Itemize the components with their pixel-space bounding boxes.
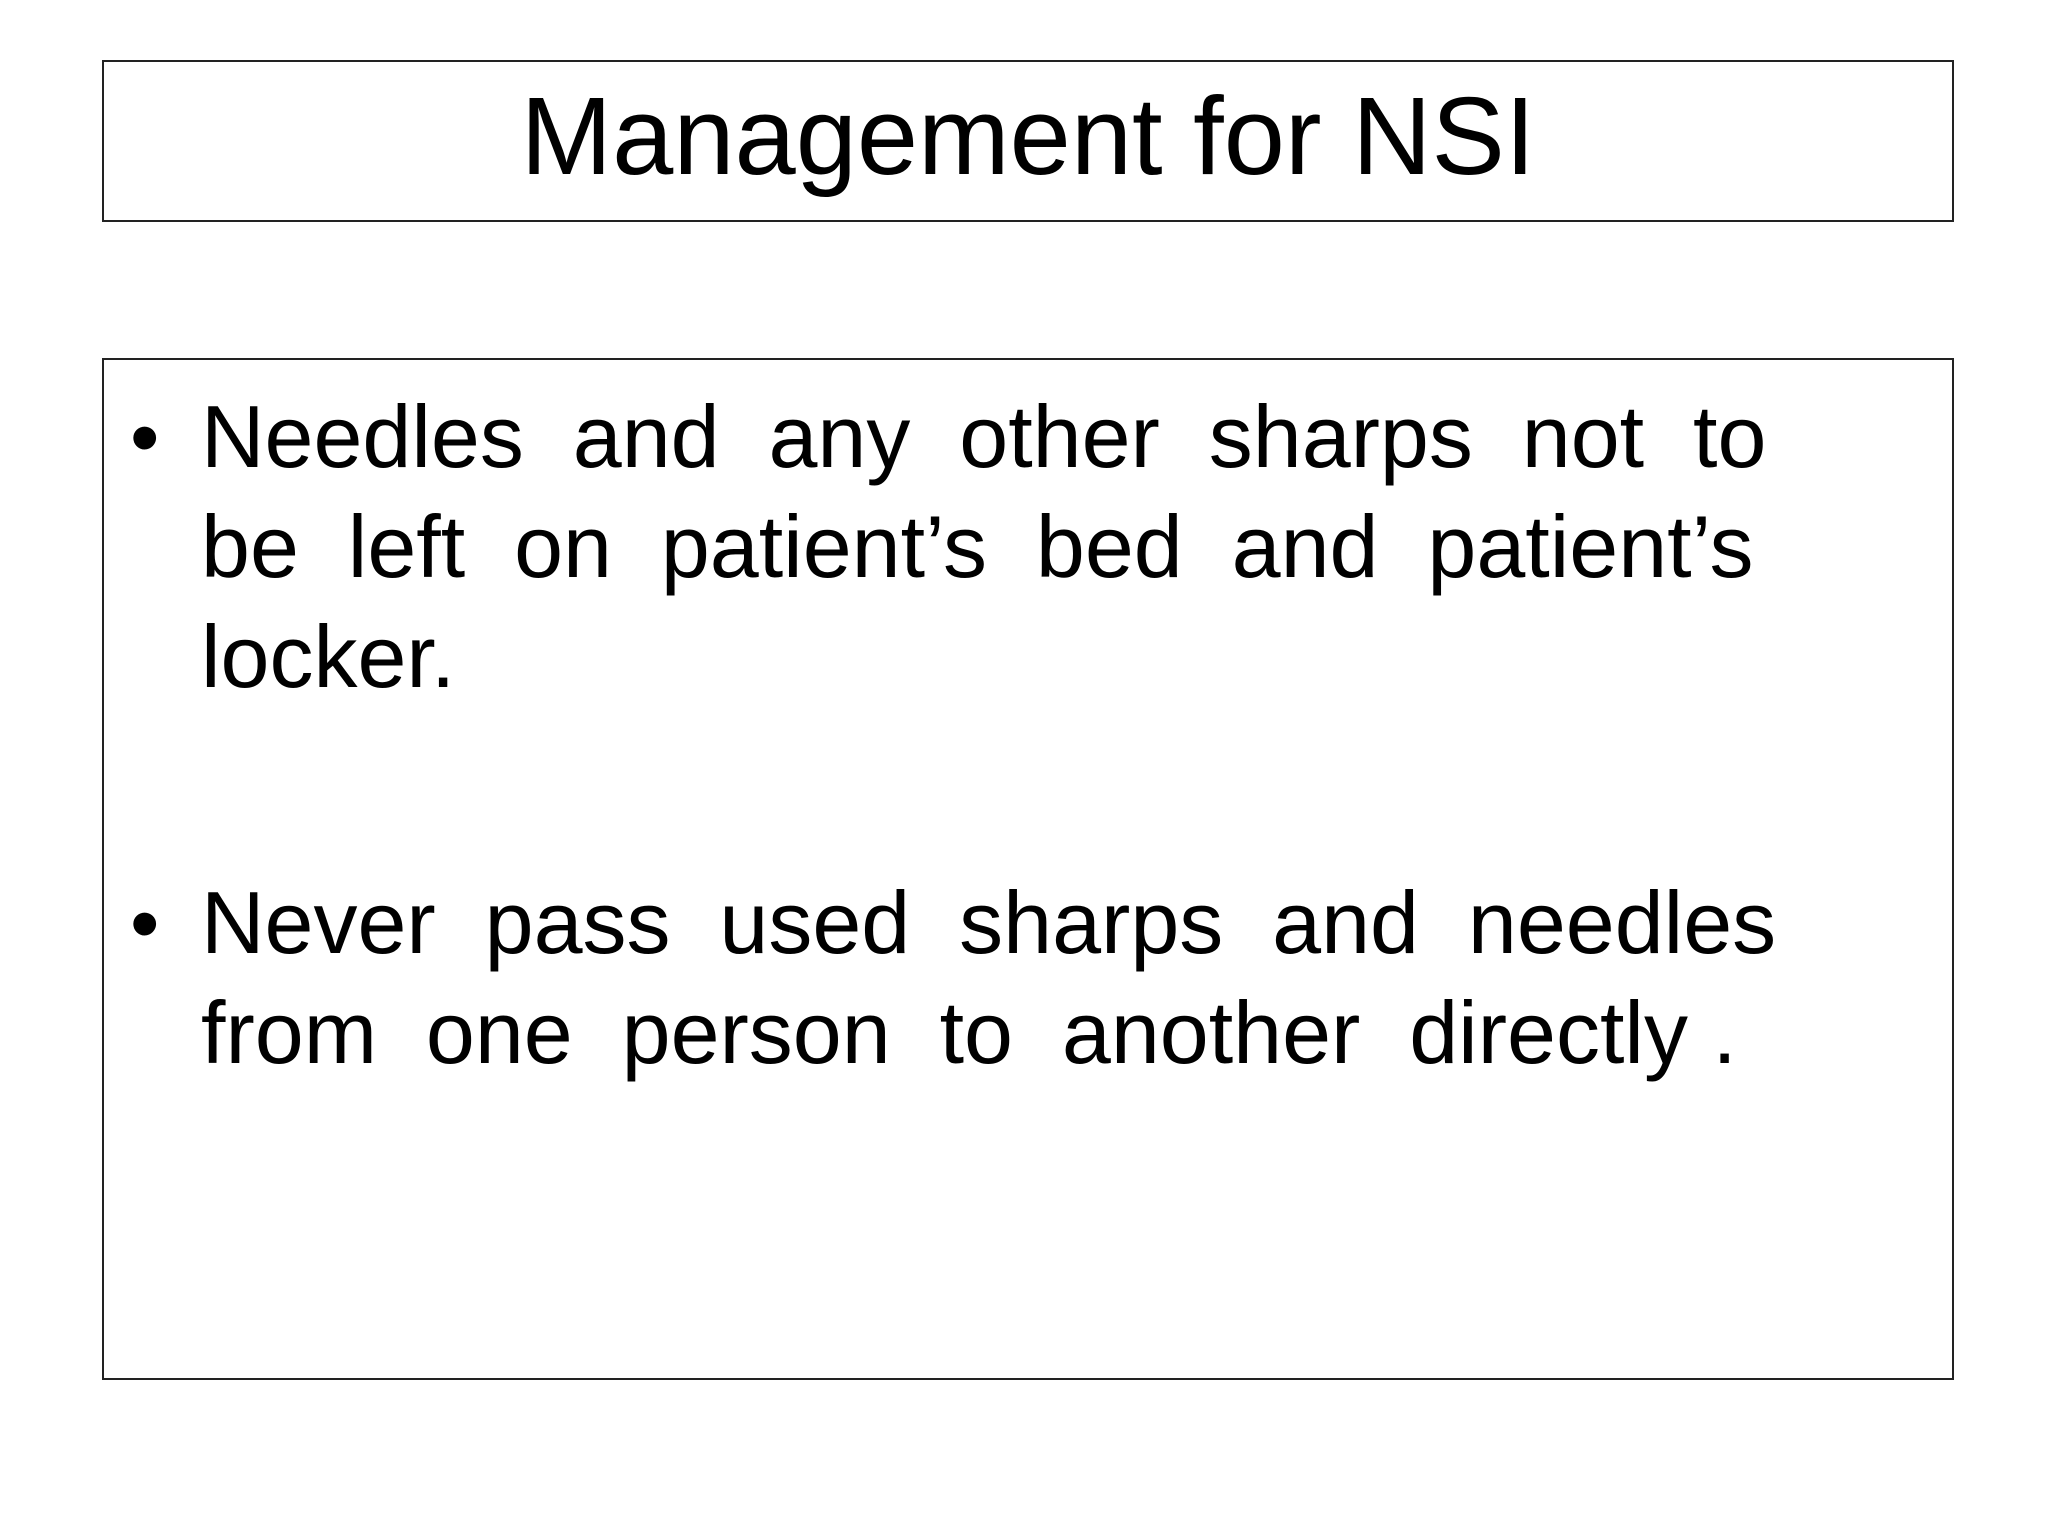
bullet-1-line-1: Needles and any other sharps not to [201,387,1767,486]
title-box [102,60,1954,222]
bullet-text-2 [201,868,1941,1088]
bullet-icon: • [130,390,160,484]
bullet-1-line-2: be left on patient’s bed and patient’s [201,497,1754,596]
content-box [102,358,1954,1380]
bullet-text-1 [201,382,1941,712]
bullet-1-line-3: locker. [201,607,456,706]
slide-title: Management for NSI [520,75,1536,198]
bullet-2-line-1: Never pass used sharps and needles [201,873,1777,972]
bullet-icon: • [130,876,160,970]
bullet-2-line-2: from one person to another directly . [201,983,1737,1082]
